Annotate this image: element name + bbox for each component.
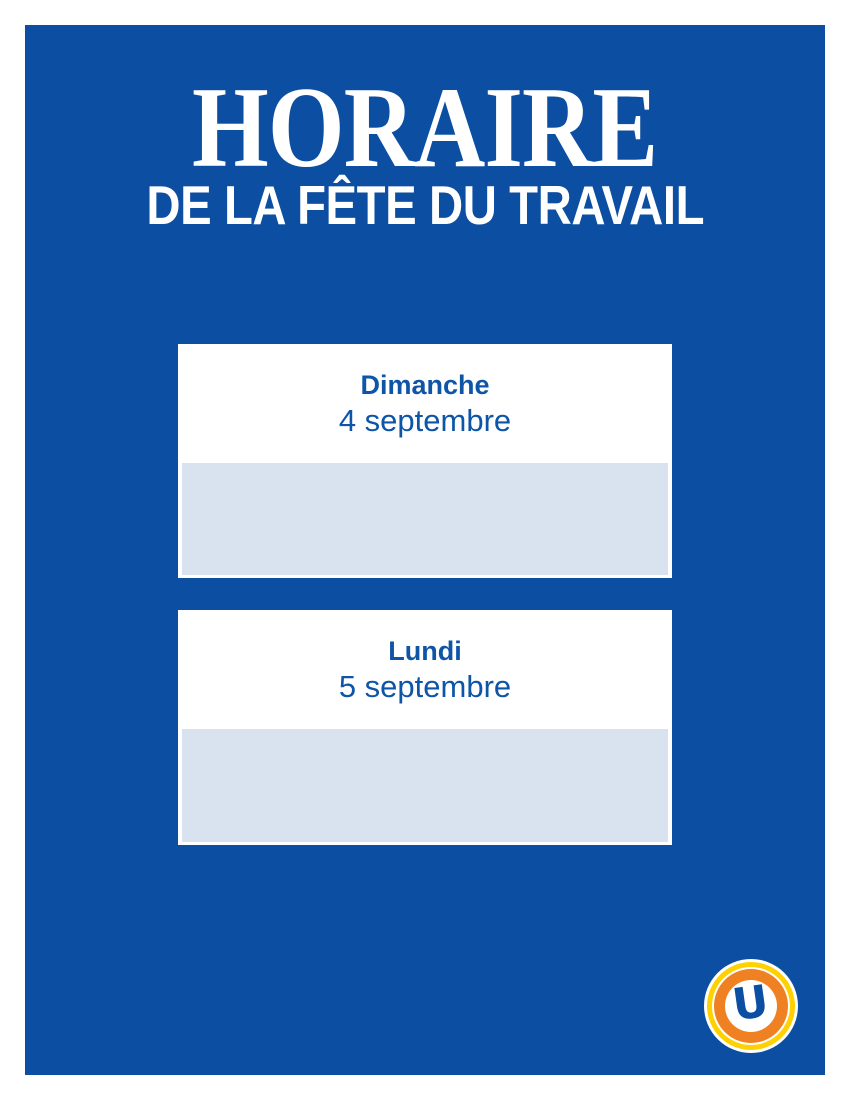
u-brand-logo-icon [704, 959, 798, 1053]
day-label: Dimanche [360, 369, 490, 400]
day-label: Lundi [388, 635, 462, 666]
page-title [25, 64, 825, 192]
date-label: 4 septembre [338, 402, 512, 438]
page-subtitle-text: DE LA FÊTE DU TRAVAIL [146, 174, 704, 236]
schedule-card-header [178, 610, 672, 729]
logo-center-disc [725, 975, 777, 1032]
date-label: 5 septembre [338, 668, 512, 704]
schedule-card-header [178, 344, 672, 463]
schedule-card-monday [178, 610, 672, 845]
schedule-card-sunday [178, 344, 672, 578]
hours-panel [182, 729, 668, 842]
page-title-text: HORAIRE [192, 64, 658, 192]
hours-panel [182, 463, 668, 575]
page-subtitle [25, 174, 825, 236]
poster-background [25, 25, 825, 1075]
logo-u-letter: U [729, 975, 772, 1032]
